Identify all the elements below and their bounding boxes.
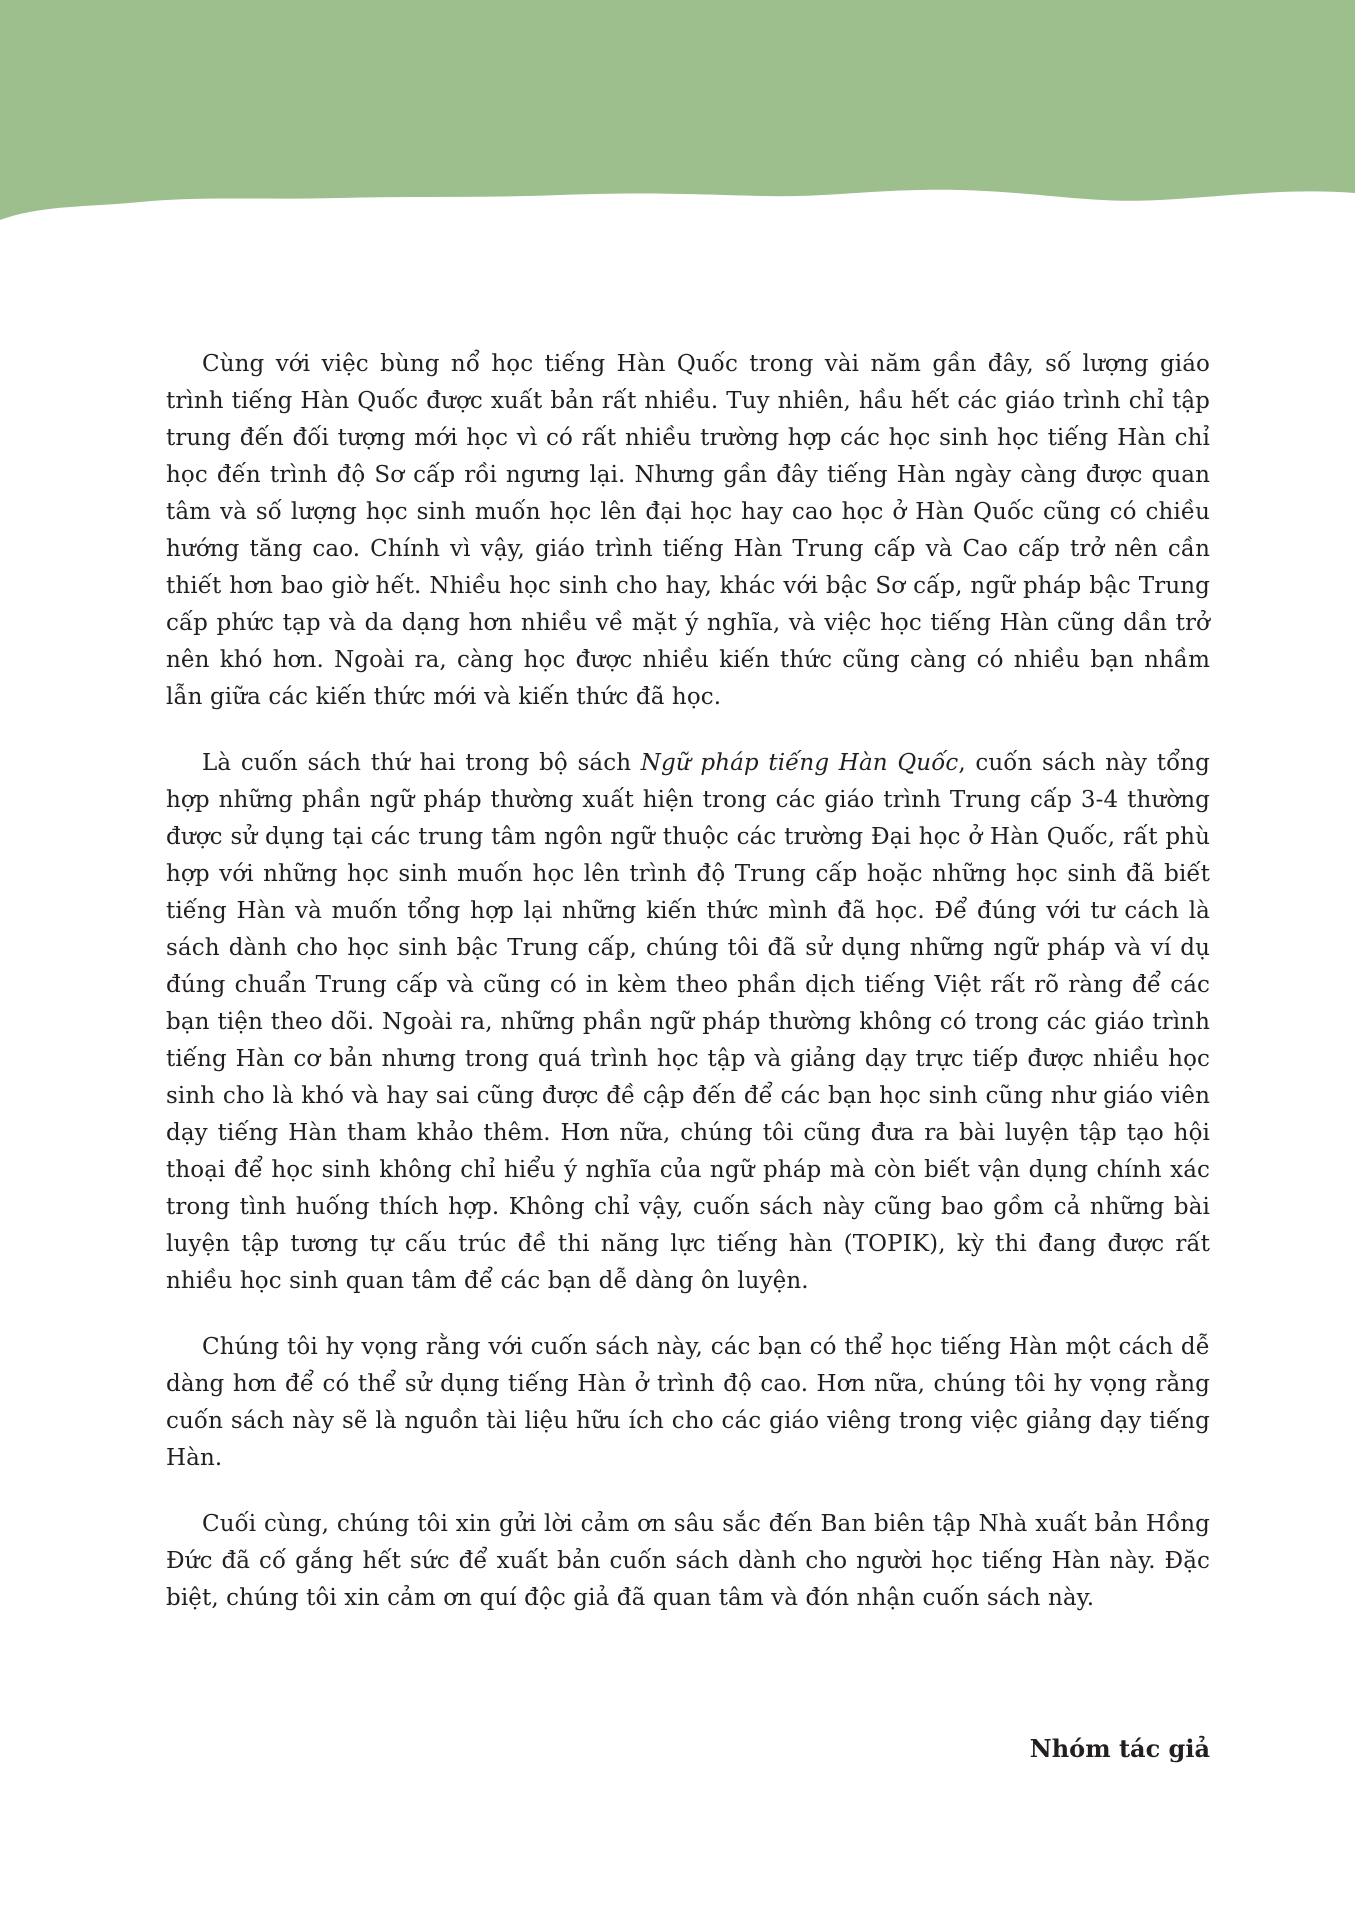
preface-paragraph-4: Cuối cùng, chúng tôi xin gửi lời cảm ơn sâu sắc đến Ban biên tập Nhà xuất bản Hồng Đức đã cố gắng hết sức để xuất bản cuốn sách dành cho người học tiếng Hàn này. Đặc biệt, chúng tôi xin cảm ơn quí độc giả đã quan tâm và đón nhận cuốn sách này.: [166, 1511, 1210, 1611]
paragraph-2-body: , cuốn sách này tổng hợp những phần ngữ pháp thường xuất hiện trong các giáo trình Trung cấp 3-4 thường được sử dụng tại các trung tâm ngôn ngữ thuộc các trường Đại học ở Hàn Quốc, rất phù hợp với những học sinh muốn học lên trình độ Trung cấp hoặc những học sinh đã biết tiếng Hàn và muốn tổng hợp lại những kiến thức mình đã học. Để đúng với tư cách là sách dành cho học sinh bậc Trung cấp, chúng tôi đã sử dụng những ngữ pháp và ví dụ đúng chuẩn Trung cấp và cũng có in kèm theo phần dịch tiếng Việt rất rõ ràng để các bạn tiện theo dõi. Ngoài ra, những phần ngữ pháp thường không có trong các giáo trình tiếng Hàn cơ bản nhưng trong quá trình học tập và giảng dạy trực tiếp được nhiều học sinh cho là khó và hay sai cũng được đề cập đến để các bạn học sinh cũng như giáo viên dạy tiếng Hàn tham khảo thêm. Hơn nữa, chúng tôi cũng đưa ra bài luyện tập tạo hội thoại để học sinh không chỉ hiểu ý nghĩa của ngữ pháp mà còn biết vận dụng chính xác trong tình huống thích hợp. Không chỉ vậy, cuốn sách này cũng bao gồm cả những bài luyện tập tương tự cấu trúc đề thi năng lực tiếng hàn (TOPIK), kỳ thi đang được rất nhiều học sinh quan tâm để các bạn dễ dàng ôn luyện.: [166, 750, 1210, 1294]
header-decorative-band: [0, 0, 1355, 230]
author-signature: Nhóm tác giả: [1029, 1734, 1210, 1763]
paragraph-2-intro: Là cuốn sách thứ hai trong bộ sách: [202, 750, 641, 776]
book-series-title: Ngữ pháp tiếng Hàn Quốc: [640, 750, 959, 776]
preface-body: [166, 346, 1210, 1646]
preface-paragraph-3: Chúng tôi hy vọng rằng với cuốn sách này, các bạn có thể học tiếng Hàn một cách dễ dàng hơn để có thể sử dụng tiếng Hàn ở trình độ cao. Hơn nữa, chúng tôi hy vọng rằng cuốn sách này sẽ là nguồn tài liệu hữu ích cho các giáo viêng trong việc giảng dạy tiếng Hàn.: [166, 1334, 1210, 1471]
preface-paragraph-1: Cùng với việc bùng nổ học tiếng Hàn Quốc trong vài năm gần đây, số lượng giáo trình tiếng Hàn Quốc được xuất bản rất nhiều. Tuy nhiên, hầu hết các giáo trình chỉ tập trung đến đối tượng mới học vì có rất nhiều trường hợp các học sinh học tiếng Hàn chỉ học đến trình độ Sơ cấp rồi ngưng lại. Nhưng gần đây tiếng Hàn ngày càng được quan tâm và số lượng học sinh muốn học lên đại học hay cao học ở Hàn Quốc cũng có chiều hướng tăng cao. Chính vì vậy, giáo trình tiếng Hàn Trung cấp và Cao cấp trở nên cần thiết hơn bao giờ hết. Nhiều học sinh cho hay, khác với bậc Sơ cấp, ngữ pháp bậc Trung cấp phức tạp và da dạng hơn nhiều về mặt ý nghĩa, và việc học tiếng Hàn cũng dần trở nên khó hơn. Ngoài ra, càng học được nhiều kiến thức cũng càng có nhiều bạn nhầm lẫn giữa các kiến thức mới và kiến thức đã học.: [166, 351, 1210, 710]
wavy-green-banner: [0, 0, 1355, 230]
preface-paragraph-2: [166, 745, 1210, 1300]
